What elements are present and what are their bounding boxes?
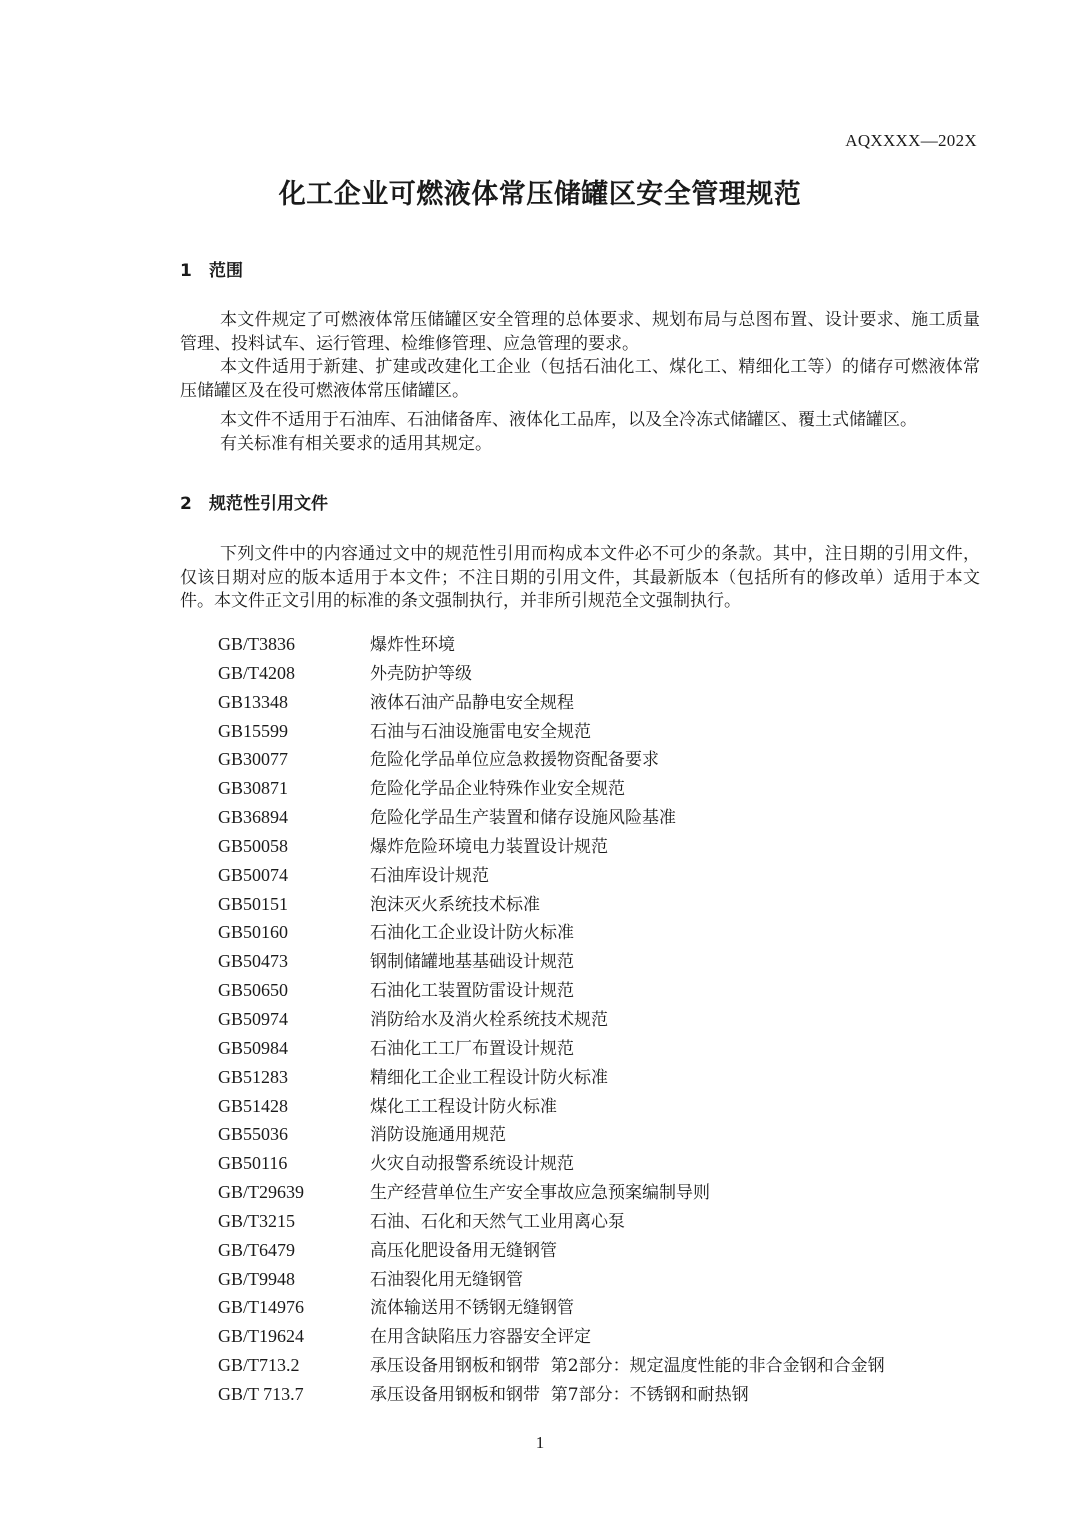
- reference-row: [218, 1063, 885, 1092]
- reference-row: [218, 890, 885, 919]
- reference-name: 石油库设计规范: [370, 865, 489, 886]
- reference-code: GB/T3836: [218, 634, 296, 654]
- reference-name: 石油化工工厂布置设计规范: [370, 1038, 574, 1059]
- reference-row: [218, 861, 885, 890]
- reference-name: 石油与石油设施雷电安全规范: [370, 721, 591, 742]
- reference-row: [218, 1005, 885, 1034]
- reference-row: [218, 947, 885, 976]
- reference-code: GB/T3215: [218, 1210, 296, 1231]
- reference-name: 爆炸危险环境电力装置设计规范: [370, 836, 608, 857]
- reference-code: GB/T 713.7: [218, 1383, 304, 1404]
- reference-name: 危险化学品生产装置和储存设施风险基准: [370, 808, 676, 829]
- reference-code: GB50473: [218, 951, 289, 972]
- reference-name: 液体石油产品静电安全规程: [370, 692, 574, 713]
- reference-name: 消防给水及消火栓系统技术规范: [370, 1009, 608, 1030]
- reference-row: [218, 1293, 885, 1322]
- reference-row: [218, 745, 885, 774]
- reference-row: [218, 1120, 885, 1149]
- reference-row: [218, 774, 885, 803]
- reference-name: 承压设备用钢板和钢带 第7部分：不锈钢和耐热钢: [370, 1384, 749, 1405]
- reference-name: 消防设施通用规范: [370, 1125, 506, 1146]
- reference-row: [218, 832, 885, 861]
- section-1-paragraph: 本文件适用于新建、扩建或改建化工企业（包括石油化工、煤化工、精细化工等）的储存可燃液体常压储罐区及在役可燃液体常压储罐区。: [180, 357, 980, 401]
- reference-row: [218, 1322, 885, 1351]
- reference-code: GB50058: [218, 835, 289, 856]
- reference-code: GB30871: [218, 778, 289, 799]
- reference-code: GB/T19624: [218, 1326, 305, 1347]
- reference-code: GB30077: [218, 749, 289, 770]
- reference-name: 爆炸性环境: [370, 635, 455, 655]
- reference-row: [218, 1351, 885, 1380]
- section-1-paragraph: 本文件规定了可燃液体常压储罐区安全管理的总体要求、规划布局与总图布置、设计要求、施工质量管理、投料试车、运行管理、检维修管理、应急管理的要求。: [180, 310, 980, 354]
- reference-row: [218, 630, 885, 659]
- reference-code: GB13348: [218, 691, 289, 712]
- reference-row: [218, 717, 885, 746]
- reference-list: [218, 630, 885, 1409]
- section-2-title: 规范性引用文件: [209, 494, 328, 514]
- reference-row: [218, 1265, 885, 1294]
- reference-name: 精细化工企业工程设计防火标准: [370, 1067, 608, 1088]
- reference-row: [218, 1380, 885, 1409]
- reference-name: 石油化工装置防雷设计规范: [370, 981, 574, 1002]
- reference-name: 危险化学品企业特殊作业安全规范: [370, 779, 625, 800]
- reference-code: GB50974: [218, 1008, 289, 1029]
- reference-name: 石油、石化和天然气工业用离心泵: [370, 1211, 625, 1232]
- reference-name: 流体输送用不锈钢无缝钢管: [370, 1298, 574, 1319]
- reference-name: 承压设备用钢板和钢带 第2部分：规定温度性能的非合金钢和合金钢: [370, 1356, 885, 1377]
- reference-code: GB15599: [218, 720, 289, 741]
- reference-row: [218, 688, 885, 717]
- document-title: 化工企业可燃液体常压储罐区安全管理规范: [278, 179, 802, 210]
- reference-code: GB/T713.2: [218, 1355, 300, 1376]
- reference-name: 在用含缺陷压力容器安全评定: [370, 1327, 591, 1348]
- reference-code: GB50116: [218, 1153, 288, 1174]
- reference-name: 高压化肥设备用无缝钢管: [370, 1240, 557, 1261]
- reference-row: [218, 1207, 885, 1236]
- section-2-number: 2: [180, 494, 192, 514]
- reference-row: [218, 1149, 885, 1178]
- reference-name: 泡沫灭火系统技术标准: [370, 894, 540, 915]
- reference-row: [218, 803, 885, 832]
- reference-code: GB/T14976: [218, 1297, 305, 1318]
- reference-code: GB50151: [218, 893, 289, 914]
- reference-code: GB50160: [218, 922, 289, 943]
- reference-code: GB/T9948: [218, 1268, 296, 1289]
- section-1-paragraph: 本文件不适用于石油库、石油储备库、液体化工品库，以及全冷冻式储罐区、覆土式储罐区。: [220, 410, 917, 430]
- section-2-heading: [180, 489, 328, 514]
- reference-code: GB/T29639: [218, 1182, 305, 1203]
- reference-code: GB51428: [218, 1095, 289, 1116]
- reference-name: 危险化学品单位应急救援物资配备要求: [370, 750, 659, 771]
- reference-code: GB55036: [218, 1124, 289, 1145]
- reference-row: [218, 1092, 885, 1121]
- reference-name: 钢制储罐地基基础设计规范: [370, 952, 574, 973]
- reference-name: 火灾自动报警系统设计规范: [370, 1154, 574, 1175]
- section-1-paragraph: 有关标准有相关要求的适用其规定。: [220, 434, 492, 454]
- reference-row: [218, 1178, 885, 1207]
- reference-code: GB51283: [218, 1066, 289, 1087]
- section-2-intro: 下列文件中的内容通过文中的规范性引用而构成本文件必不可少的条款。其中，注日期的引用文件，仅该日期对应的版本适用于本文件；不注日期的引用文件，其最新版本（包括所有的修改单）适用于本文件。本文件正文引用的标准的条文强制执行，并非所引规范全文强制执行。: [180, 544, 980, 611]
- reference-code: GB50650: [218, 980, 289, 1001]
- section-1-title: 范围: [209, 261, 243, 281]
- reference-row: [218, 1034, 885, 1063]
- section-1-number: 1: [180, 261, 192, 281]
- reference-code: GB50984: [218, 1037, 289, 1058]
- reference-code: GB/T6479: [218, 1239, 296, 1260]
- page-number: 1: [535, 1433, 545, 1452]
- reference-name: 外壳防护等级: [370, 663, 472, 684]
- reference-row: [218, 1236, 885, 1265]
- document-code: AQXXXX—202X: [845, 131, 977, 150]
- reference-name: 石油化工企业设计防火标准: [370, 923, 574, 944]
- reference-name: 生产经营单位生产安全事故应急预案编制导则: [370, 1183, 710, 1204]
- reference-name: 煤化工工程设计防火标准: [370, 1096, 557, 1117]
- reference-code: GB50074: [218, 864, 289, 885]
- reference-row: [218, 659, 885, 688]
- reference-name: 石油裂化用无缝钢管: [370, 1269, 523, 1290]
- reference-code: GB/T4208: [218, 662, 296, 683]
- section-1-heading: [180, 256, 243, 281]
- reference-row: [218, 976, 885, 1005]
- reference-row: [218, 918, 885, 947]
- reference-code: GB36894: [218, 807, 289, 828]
